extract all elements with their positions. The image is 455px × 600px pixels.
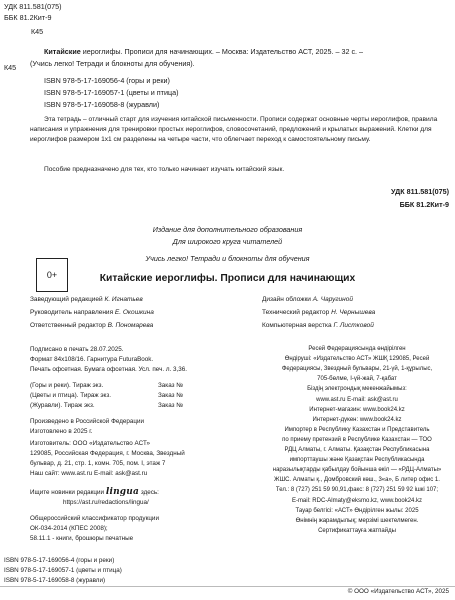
kazakh-info-line: ЖШС. Алматы қ., Домбровский көш., 3«а», Б литер офис 1.: [274, 477, 440, 484]
bbk-code-bold: ББК 81.2Кит-9: [399, 200, 449, 209]
credit-left-2: Руководитель направления Е. Окошкина: [30, 309, 154, 316]
manufacturer-line-1: Изготовитель: ООО «Издательство АСТ»: [30, 440, 151, 447]
biblio-isbn-1: ISBN 978-5-17-169056-4 (горы и реки): [44, 76, 170, 85]
kazakh-info-line: Ресей Федерациясында өндірілген: [308, 346, 406, 352]
print-format: Формат 84х108/16. Гарнитура FuturaBook.: [30, 356, 154, 363]
biblio-isbn-3: ISBN 978-5-17-169058-8 (журавли): [44, 100, 160, 109]
kazakh-info-line: Сертификаттауға жатпайды: [318, 527, 396, 534]
manufacturer-contacts: Наш сайт: www.ast.ru E-mail: ask@ast.ru: [30, 470, 148, 477]
credit-right-3: Компьютерная верстка Г. Листковой: [262, 322, 374, 329]
biblio-title-bold: Китайские: [44, 47, 81, 56]
classifier-line-3: 58.11.1 - книги, брошюры печатные: [30, 535, 134, 542]
udk-code-bold: УДК 811.581(075): [391, 187, 449, 196]
kazakh-info-line: Интернет-магазин: www.book24.kz: [309, 406, 405, 413]
age-rating-badge: 0+: [36, 258, 68, 292]
credit-right-2: Технический редактор Н. Чернышева: [262, 309, 376, 316]
biblio-isbn-2: ISBN 978-5-17-169057-1 (цветы и птица): [44, 88, 179, 97]
classifier-line-2: ОК-034-2014 (КПЕС 2008);: [30, 525, 108, 532]
kazakh-info-line: www.ast.ru E-mail: ask@ast.ru: [316, 396, 398, 403]
print-method: Печать офсетная. Бумага офсетная. Усл. печ. л. 3,36.: [30, 366, 188, 373]
biblio-title-line: [44, 47, 363, 56]
lingua-url[interactable]: https://ast.ru/redactions/lingua/: [63, 499, 149, 506]
print-order-2: Заказ №: [158, 392, 184, 399]
kazakh-info-line: Федерациясы, Звездный бульвары, 21-үй, 1-құрылыс,: [281, 366, 433, 373]
annotation-paragraph-1: Эта тетрадь – отличный старт для изучения китайской письменности. Прописи содержат основные черты иероглифов, правила написания и упражнения для тренировки простых иероглифов, словосочетаний, предложений и крылатых выражений. Клетки для иероглифов размером 1х1 см разделены на четыре части, что облегчает переход к самостоятельному письму.: [30, 116, 438, 143]
produced-year: Изготовлено в 2025 г.: [30, 428, 93, 435]
bottom-isbn-3: ISBN 978-5-17-169058-8 (журавли): [4, 577, 106, 584]
biblio-series: (Учись легко! Тетради и блокноты для обучения).: [30, 59, 195, 68]
manufacturer-line-2: 129085, Российская Федерация, г. Москва, Звездный: [30, 450, 185, 457]
edition-audience: Для широкого круга читателей: [172, 237, 283, 246]
kazakh-info-line: E-mail: RDC-Almaty@eksmo.kz, www.book24.kz: [291, 497, 423, 504]
kazakh-info-line: импорттаушы және Қазақстан Республикасында: [289, 457, 425, 464]
series-line: Учись легко! Тетради и блокноты для обучения: [145, 254, 310, 263]
print-order-3: Заказ №: [158, 402, 184, 409]
copyright: © ООО «Издательство АСТ», 2025: [347, 588, 449, 595]
kazakh-info-line: Тауар белгісі: «АСТ» Өндірілген жылы: 2025: [295, 507, 419, 514]
kazakh-info-line: Интернет-дүкен: www.book24.kz: [312, 416, 402, 423]
produced-in: Произведено в Российской Федерации: [30, 418, 145, 425]
print-signed: Подписано в печать 28.07.2025.: [30, 346, 124, 353]
udk-code: УДК 811.581(075): [4, 2, 62, 11]
kazakh-info-line: Біздің электрондық мекенжайымыз:: [307, 386, 407, 393]
biblio-title-rest: иероглифы. Прописи для начинающих. – Москва: Издательство АСТ, 2025. – 32 с. –: [82, 47, 364, 56]
annotation-paragraph-2: Пособие предназначено для тех, кто только начинает изучать китайский язык.: [44, 166, 285, 173]
classifier-line-1: Общероссийский классификатор продукции: [30, 515, 159, 522]
kazakh-info-line: РДЦ Алматы, г. Алматы. Қазақстан Республикасына: [284, 447, 430, 453]
kazakh-info-line: Өнімнің жарамдылық; мерзімі шектелмеген.: [295, 517, 419, 524]
credit-right-1: Дизайн обложки А. Чаругиной: [262, 296, 353, 303]
search-new-line: Ищите новинки редакции lingua здесь:: [30, 487, 159, 497]
kazakh-info-line: наразылықтарды қабылдау бойынша өкіл — «РДЦ-Алматы»: [272, 467, 442, 474]
lingua-logo: lingua: [105, 487, 140, 497]
manufacturer-line-3: бульвар, д. 21, стр. 1, комн. 705, пом. I, этаж 7: [30, 460, 166, 467]
credit-left-1: Заведующий редакцией К. Игнатьев: [30, 296, 143, 303]
kazakh-info-line: Тел.: 8 (727) 251 59 90,91,факс: 8 (727) 251 59 92 ішкі 107;: [275, 487, 439, 494]
edition-purpose: Издание для дополнительного образования: [152, 225, 303, 234]
bottom-isbn-1: ISBN 978-5-17-169056-4 (горы и реки): [4, 557, 115, 564]
credit-left-3: Ответственный редактор В. Пономарева: [30, 322, 154, 329]
main-title: Китайские иероглифы. Прописи для начинающих: [99, 273, 356, 284]
print-order-1: Заказ №: [158, 382, 184, 389]
print-run-1: (Горы и реки). Тираж экз.: [30, 382, 104, 389]
kazakh-info-line: по приему претензий в Республике Казахстан — ТОО: [282, 436, 432, 443]
bottom-isbn-2: ISBN 978-5-17-169057-1 (цветы и птица): [4, 567, 122, 574]
print-run-2: (Цветы и птица). Тираж экз.: [30, 392, 111, 399]
bottom-divider: [0, 586, 455, 587]
kazakh-info-line: 705-бөлме, I-үй-жай, 7-қабат: [317, 376, 397, 383]
author-sign-code: К45: [31, 27, 44, 36]
kazakh-info-line: Өндіруші: «Издательство АСТ» ЖШҚ 129085, Ресей: [284, 356, 430, 363]
kazakh-info-line: Импортер в Республику Казахстан и Представитель: [284, 426, 430, 433]
author-sign-margin: К45: [4, 63, 17, 72]
print-run-3: (Журавли). Тираж экз.: [30, 402, 95, 409]
bbk-code: ББК 81.2Кит-9: [4, 13, 52, 22]
